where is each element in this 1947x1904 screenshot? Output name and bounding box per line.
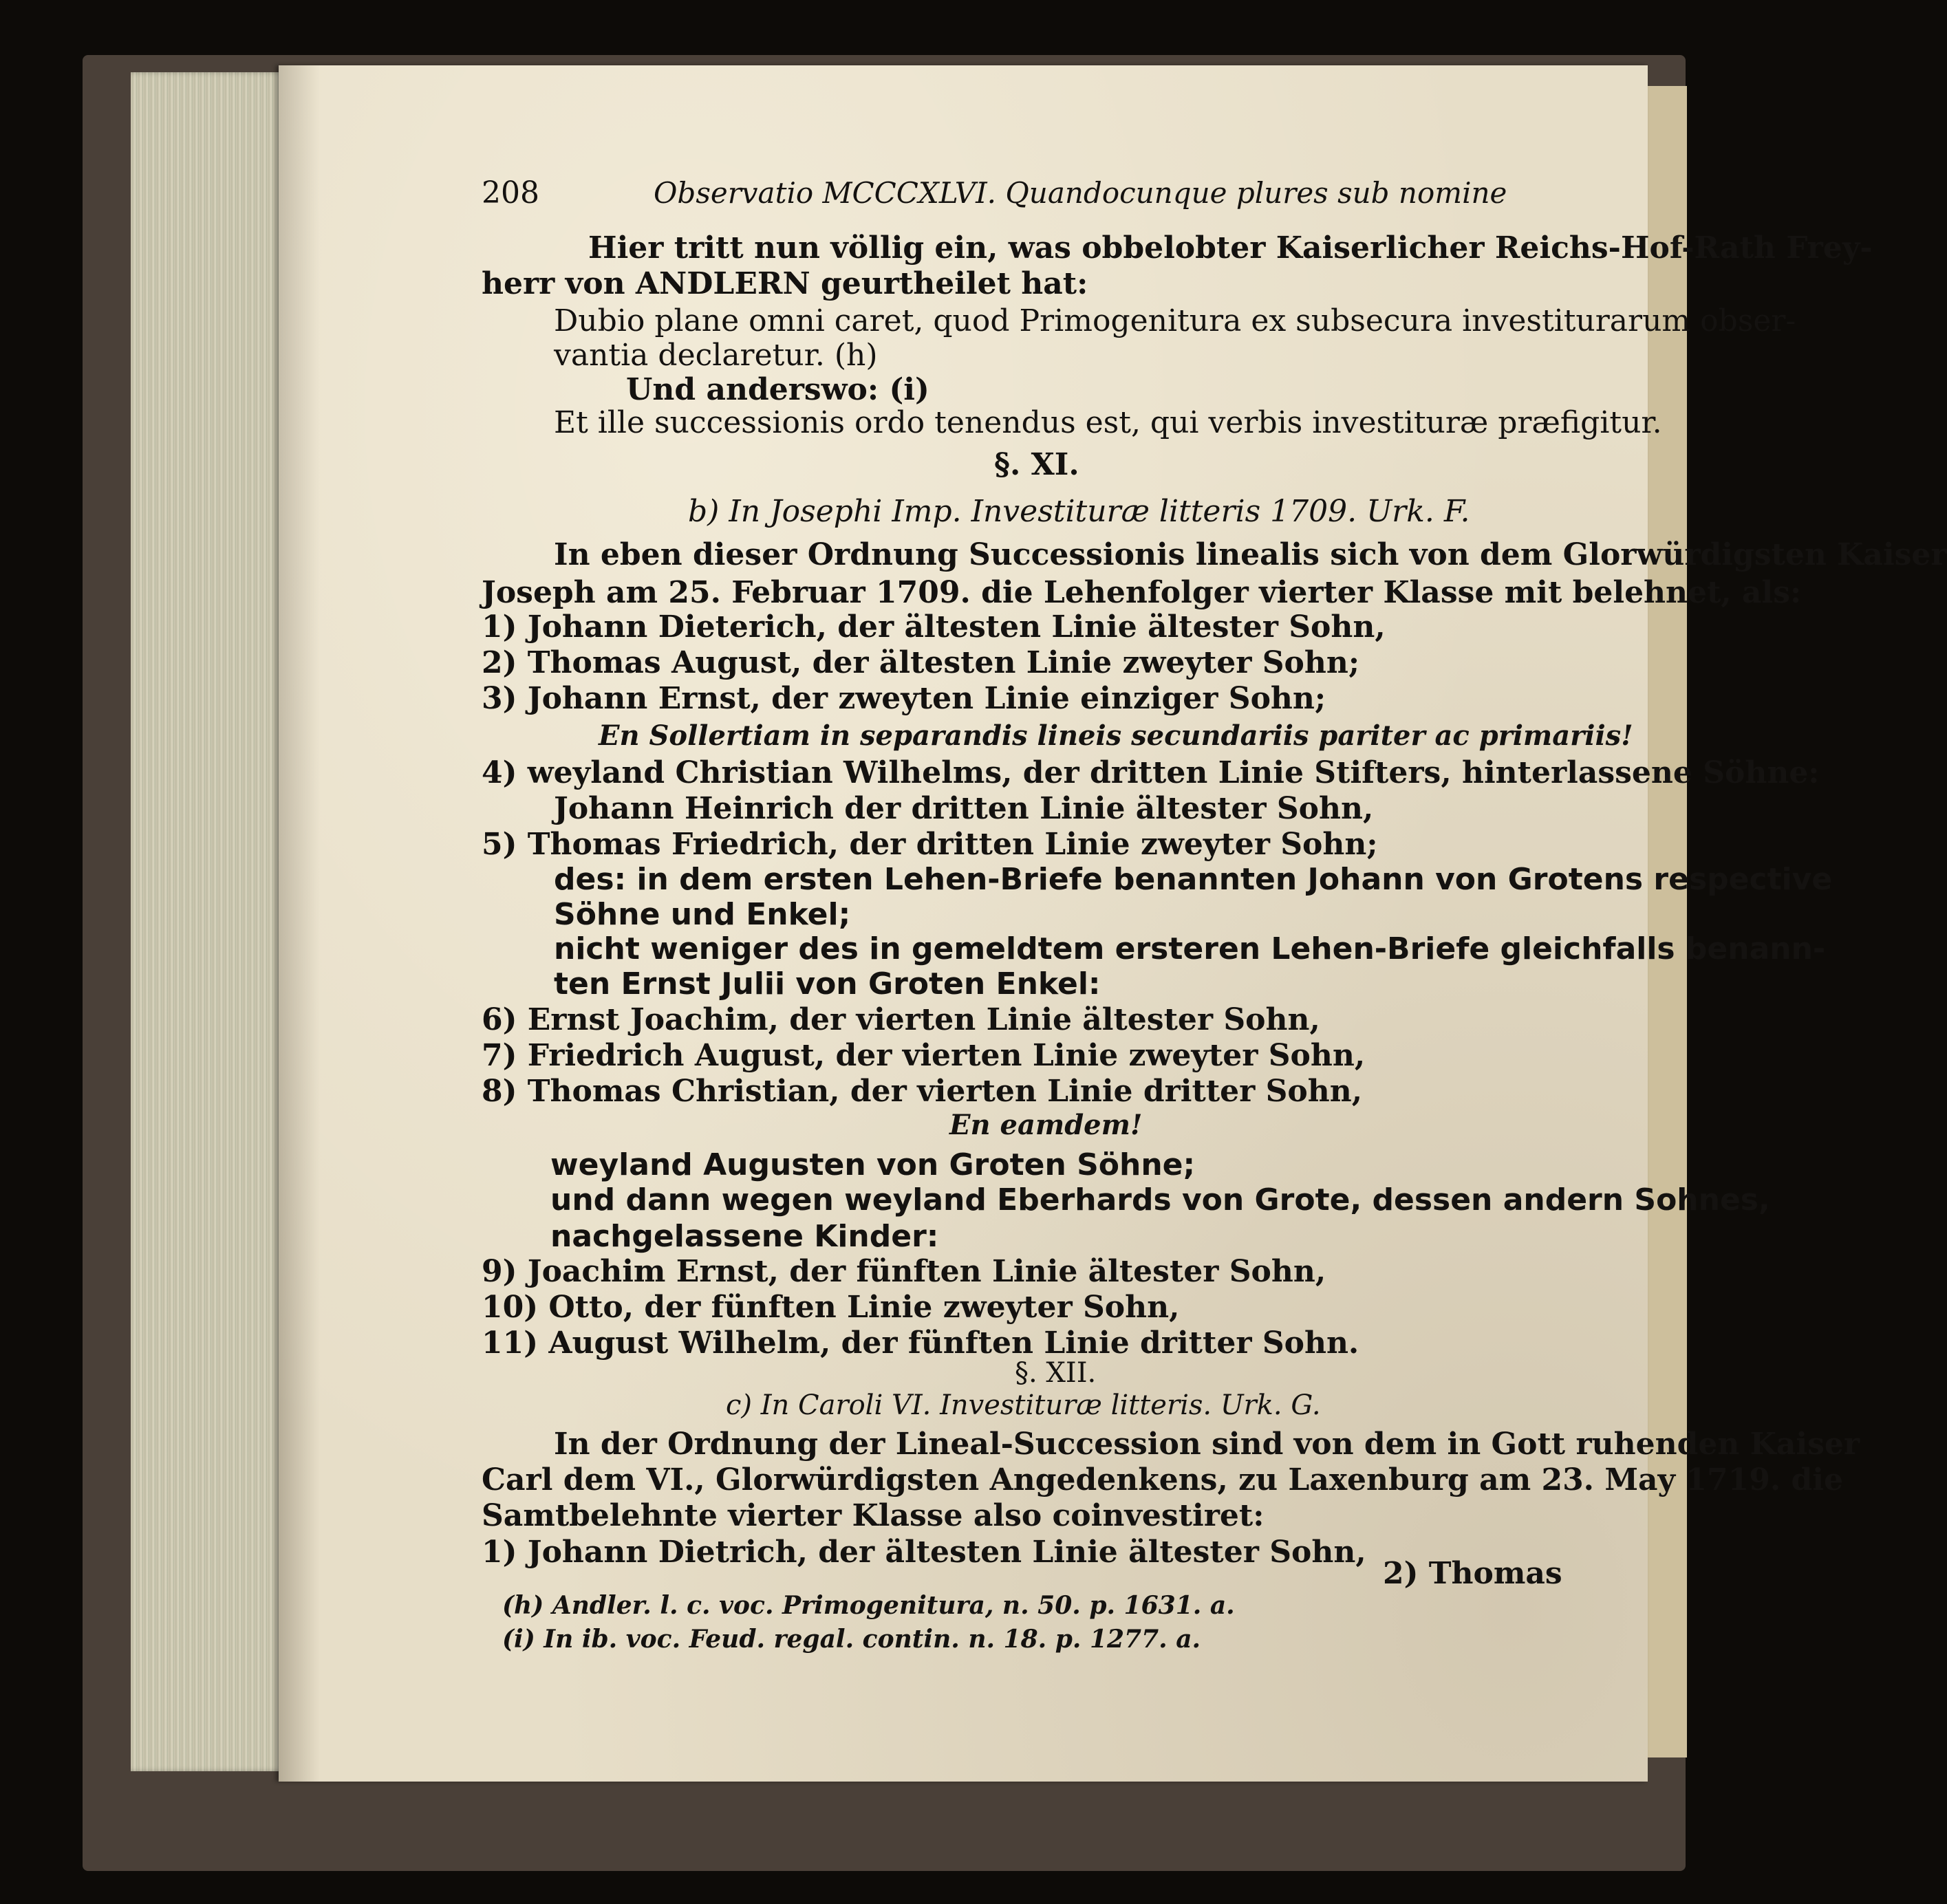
- marginal-remark: En Sollertiam in separandis lineis secundariis pariter ac primariis!: [599, 720, 1633, 752]
- body-line: Johann Heinrich der dritten Linie ältester Sohn,: [554, 791, 1374, 826]
- body-line: des: in dem ersten Lehen-Briefe benannten Johann von Grotens respective: [554, 862, 1833, 897]
- section-heading: §. XII.: [1015, 1357, 1097, 1389]
- body-line: und dann wegen weyland Eberhards von Grote, dessen andern Sohnes,: [550, 1182, 1770, 1218]
- page-number: 208: [482, 175, 539, 210]
- body-line: Joseph am 25. Februar 1709. die Lehenfolger vierter Klasse mit belehnet, als:: [482, 575, 1802, 610]
- list-item: 3) Johann Ernst, der zweyten Linie einziger Sohn;: [482, 681, 1326, 716]
- list-item: 1) Johann Dietrich, der ältesten Linie ältester Sohn,: [482, 1535, 1366, 1570]
- body-line: Hier tritt nun völlig ein, was obbelobter Kaiserlicher Reichs-Hof-Rath Frey-: [588, 230, 1873, 266]
- body-line: Dubio plane omni caret, quod Primogenitura ex subsecura investiturarum obser-: [554, 303, 1796, 338]
- subsection-heading: b) In Josephi Imp. Investituræ litteris 1709. Urk. F.: [688, 494, 1470, 529]
- body-line: Und anderswo: (i): [626, 372, 929, 407]
- body-line: Carl dem VI., Glorwürdigsten Angedenkens, zu Laxenburg am 23. May 1719. die: [482, 1462, 1843, 1497]
- list-item: 10) Otto, der fünften Linie zweyter Sohn,: [482, 1290, 1180, 1325]
- body-line: weyland Augusten von Groten Söhne;: [550, 1147, 1196, 1182]
- body-line: Et ille successionis ordo tenendus est, qui verbis investituræ præfigitur.: [554, 405, 1662, 440]
- list-item: 8) Thomas Christian, der vierten Linie dritter Sohn,: [482, 1074, 1363, 1109]
- footnote: (h) Andler. l. c. voc. Primogenitura, n. 50. p. 1631. a.: [502, 1591, 1235, 1620]
- body-line: In der Ordnung der Lineal-Succession sind von dem in Gott ruhenden Kaiser: [554, 1427, 1860, 1462]
- running-title: Observatio MCCCXLVI. Quandocunque plures sub nomine: [654, 176, 1507, 210]
- body-line: nicht weniger des in gemeldtem ersteren Lehen-Briefe gleichfalls benann-: [554, 931, 1826, 966]
- body-line: vantia declaretur. (h): [554, 338, 878, 373]
- body-line: nachgelassene Kinder:: [550, 1219, 939, 1254]
- list-item: 5) Thomas Friedrich, der dritten Linie zweyter Sohn;: [482, 827, 1378, 862]
- list-item: 7) Friedrich August, der vierten Linie zweyter Sohn,: [482, 1038, 1366, 1073]
- list-item: 4) weyland Christian Wilhelms, der dritten Linie Stifters, hinterlassene Söhne:: [482, 755, 1820, 790]
- list-item: 2) Thomas August, der ältesten Linie zweyter Sohn;: [482, 645, 1360, 680]
- list-item: 9) Joachim Ernst, der fünften Linie ältester Sohn,: [482, 1254, 1326, 1289]
- marginal-remark: En eamdem!: [949, 1109, 1143, 1141]
- body-line: In eben dieser Ordnung Successionis linealis sich von dem Glorwürdigsten Kaiser: [554, 537, 1947, 572]
- list-item: 11) August Wilhelm, der fünften Linie dritter Sohn.: [482, 1326, 1359, 1361]
- catchword: 2) Thomas: [1383, 1556, 1562, 1591]
- body-line: Söhne und Enkel;: [554, 897, 851, 932]
- body-line: ten Ernst Julii von Groten Enkel:: [554, 966, 1101, 1002]
- footnote: (i) In ib. voc. Feud. regal. contin. n. 18. p. 1277. a.: [502, 1625, 1201, 1654]
- body-line: Samtbelehnte vierter Klasse also coinvestiret:: [482, 1498, 1265, 1533]
- subsection-heading: c) In Caroli VI. Investituræ litteris. Urk. G.: [726, 1389, 1321, 1421]
- page-edges: [131, 72, 289, 1771]
- list-item: 1) Johann Dieterich, der ältesten Linie ältester Sohn,: [482, 609, 1386, 645]
- body-line: herr von ANDLERN geurtheilet hat:: [482, 266, 1088, 301]
- list-item: 6) Ernst Joachim, der vierten Linie ältester Sohn,: [482, 1002, 1320, 1037]
- section-heading: §. XI.: [994, 447, 1079, 482]
